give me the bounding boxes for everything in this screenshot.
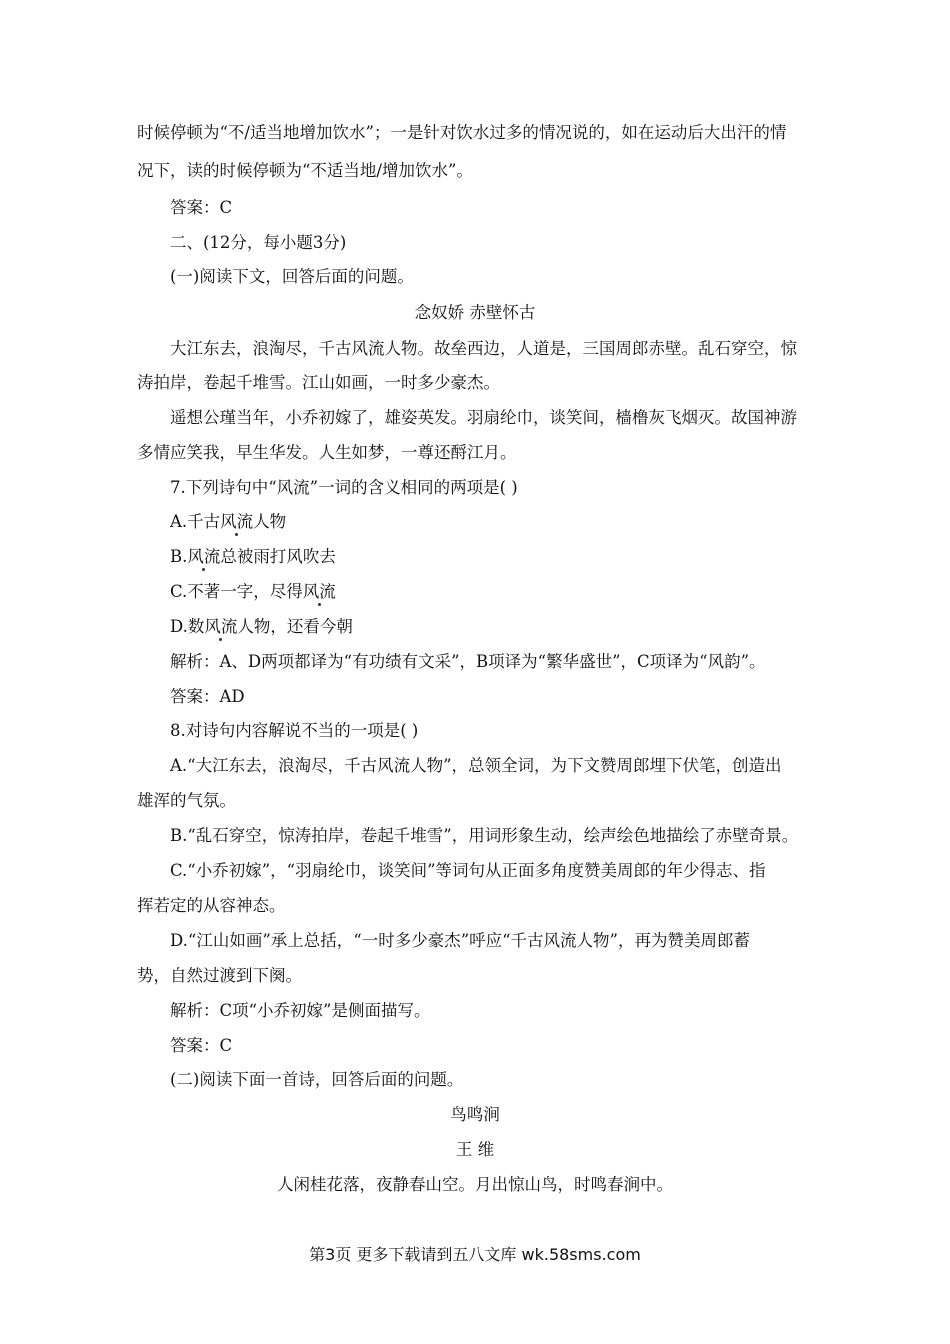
- poem-author: 王 维: [455, 1140, 495, 1159]
- poem-line: 多情应笑我，早生华发。人生如梦，一尊还酹江月。: [137, 443, 517, 462]
- subsection-heading: (二)阅读下面一首诗，回答后面的问题。: [170, 1070, 464, 1089]
- page-footer: 第3页 更多下载请到五八文库 wk.58sms.com: [309, 1245, 641, 1264]
- analysis-line: 解析：C项“小乔初嫁”是侧面描写。: [170, 1001, 431, 1020]
- question-8: 8.对诗句内容解说不当的一项是( ): [170, 721, 419, 740]
- option-7d: D.数风流人物，还看今朝: [170, 617, 353, 636]
- option-8d: D.“江山如画”承上总括，“一时多少豪杰”呼应“千古风流人物”，再为赞美周郎蓄: [170, 931, 750, 950]
- option-7b: B.风流总被雨打风吹去: [170, 547, 336, 566]
- option-8a-cont: 雄浑的气氛。: [137, 791, 236, 810]
- poem-title: 念奴娇 赤壁怀古: [414, 303, 536, 322]
- poem-line: 人闲桂花落，夜静春山空。月出惊山鸟，时鸣春涧中。: [277, 1175, 673, 1194]
- answer-line: 答案：C: [170, 1036, 233, 1055]
- option-7c: C.不著一字，尽得风流: [170, 582, 336, 601]
- option-8d-cont: 势，自然过渡到下阕。: [137, 966, 302, 985]
- analysis-line: 解析：A、D两项都译为“有功绩有文采”，B项译为“繁华盛世”，C项译为“风韵”。: [170, 652, 766, 671]
- subsection-heading: (一)阅读下文，回答后面的问题。: [170, 267, 414, 286]
- paragraph-line: 时候停顿为“不/适当地增加饮水”；一是针对饮水过多的情况说的，如在运动后大出汗的情: [137, 123, 787, 142]
- poem-title: 鸟鸣涧: [450, 1105, 500, 1124]
- option-8a: A.“大江东去，浪淘尽，千古风流人物”，总领全词，为下文赞周郎埋下伏笔，创造出: [170, 756, 782, 775]
- paragraph-line: 况下，读的时候停顿为“不适当地/增加饮水”。: [137, 161, 473, 180]
- answer-line: 答案：C: [170, 198, 233, 217]
- poem-line: 遥想公瑾当年，小乔初嫁了，雄姿英发。羽扇纶巾，谈笑间，樯橹灰飞烟灭。故国神游: [170, 408, 797, 427]
- section-heading: 二、(12分，每小题3分): [170, 233, 347, 252]
- option-8b: B.“乱石穿空，惊涛拍岸，卷起千堆雪”，用词形象生动，绘声绘色地描绘了赤壁奇景。: [170, 826, 799, 845]
- question-7: 7.下列诗句中“风流”一词的含义相同的两项是( ): [170, 478, 518, 497]
- answer-line: 答案：AD: [170, 687, 245, 706]
- poem-line: 大江东去，浪淘尽，千古风流人物。故垒西边，人道是，三国周郎赤壁。乱石穿空，惊: [170, 339, 797, 358]
- option-8c: C.“小乔初嫁”，“羽扇纶巾，谈笑间”等词句从正面多角度赞美周郎的年少得志、指: [170, 861, 766, 880]
- option-8c-cont: 挥若定的从容神态。: [137, 896, 286, 915]
- poem-line: 涛拍岸，卷起千堆雪。江山如画，一时多少豪杰。: [137, 373, 500, 392]
- option-7a: A.千古风流人物: [170, 512, 287, 531]
